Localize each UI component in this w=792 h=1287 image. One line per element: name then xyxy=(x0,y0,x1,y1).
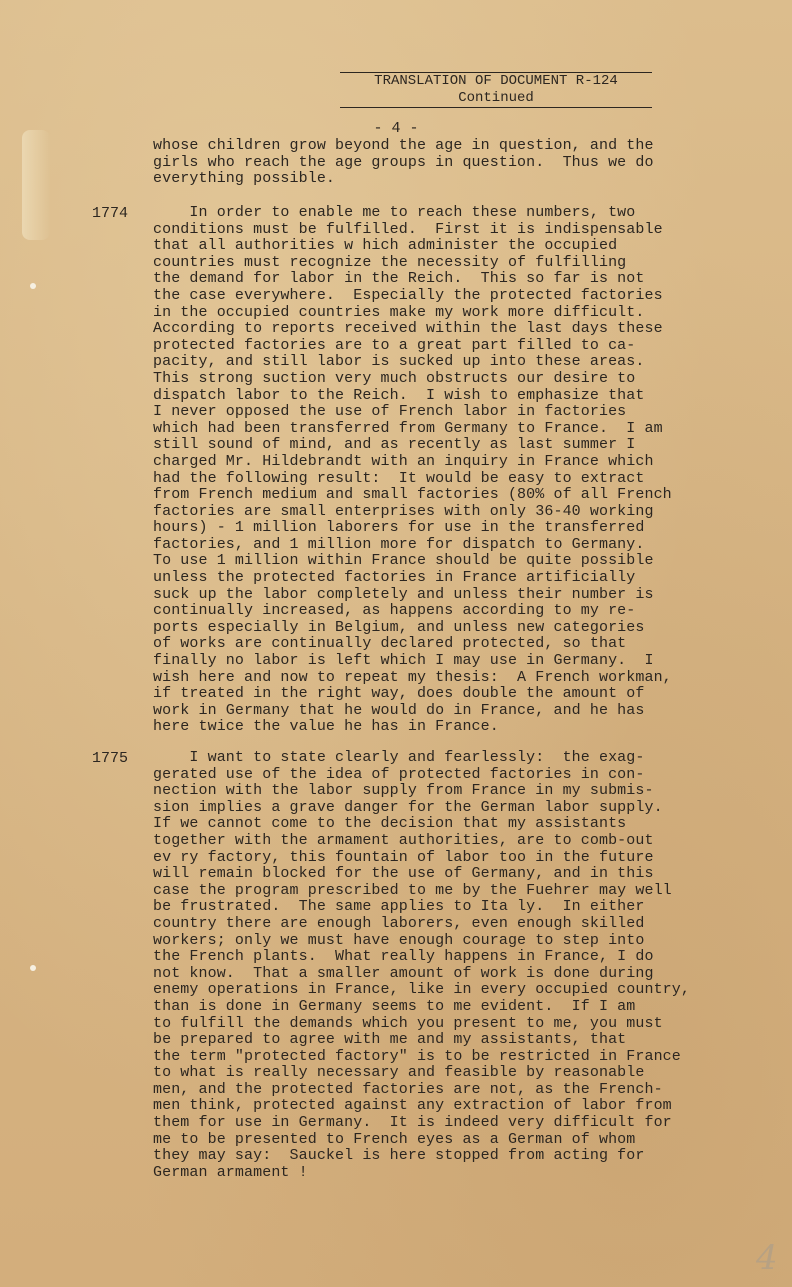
text-line: me to be presented to French eyes as a German of whom xyxy=(153,1130,636,1148)
text-line: if treated in the right way, does double the amount of xyxy=(153,685,645,703)
paragraph-number: 1775 xyxy=(92,750,129,767)
text-line: than is done in Germany seems to me evident. If I am xyxy=(153,997,636,1015)
text-line: together with the armament authorities, are to comb-out xyxy=(153,831,654,849)
text-line: they may say: Sauckel is here stopped from acting for xyxy=(153,1147,645,1165)
text-line: whose children grow beyond the age in question, and the xyxy=(153,137,654,154)
text-line: conditions must be fulfilled. First it is indispensable xyxy=(153,220,663,238)
text-line: still sound of mind, and as recently as last summer I xyxy=(153,436,636,454)
text-line: finally no labor is left which I may use in Germany. I xyxy=(153,652,654,670)
text-line: the French plants. What really happens in France, I do xyxy=(153,948,654,966)
text-line: ports especially in Belgium, and unless new categories xyxy=(153,618,645,636)
text-line: everything possible. xyxy=(153,170,336,188)
text-line: unless the protected factories in France artificially xyxy=(153,569,636,587)
text-line: continually increased, as happens according to my re- xyxy=(153,602,636,620)
text-line: enemy operations in France, like in every occupied country, xyxy=(153,981,690,999)
text-line: work in Germany that he would do in France, and he has xyxy=(153,701,645,719)
text-line: the case everywhere. Especially the protected factories xyxy=(153,286,663,304)
text-line: country there are enough laborers, even enough skilled xyxy=(153,914,645,932)
text-line: dispatch labor to the Reich. I wish to emphasize that xyxy=(153,386,645,404)
text-line: factories, and 1 million more for dispatch to Germany. xyxy=(153,535,645,553)
text-line: to what is really necessary and feasible by reasonable xyxy=(153,1064,645,1082)
text-line: gerated use of the idea of protected factories in con- xyxy=(153,765,645,783)
text-line: German armament ! xyxy=(153,1163,308,1181)
text-line: which had been transferred from Germany to France. I am xyxy=(153,419,663,437)
text-line: To use 1 million within France should be quite possible xyxy=(153,552,654,570)
text-line: This strong suction very much obstructs our desire to xyxy=(153,369,636,387)
text-line: case the program prescribed to me by the Fuehrer may well xyxy=(153,881,672,899)
text-line: here twice the value he has in France. xyxy=(153,718,499,736)
document-subtitle: Continued xyxy=(340,90,652,108)
text-line: girls who reach the age groups in question. Thus we do xyxy=(153,153,654,171)
paragraph-1774 xyxy=(153,205,672,736)
text-line: to fulfill the demands which you present to me, you must xyxy=(153,1014,663,1032)
text-line: charged Mr. Hildebrandt with an inquiry in France which xyxy=(153,452,654,470)
text-line: nection with the labor supply from France in my submis- xyxy=(153,782,654,800)
text-line: be frustrated. The same applies to Ita ly. In either xyxy=(153,898,645,916)
text-line: I want to state clearly and fearlessly: the exag- xyxy=(153,749,645,766)
text-line: factories are small enterprises with only 36-40 working xyxy=(153,502,654,520)
text-line: had the following result: It would be easy to extract xyxy=(153,469,645,487)
punch-hole xyxy=(30,283,36,289)
text-line: pacity, and still labor is sucked up into these areas. xyxy=(153,353,645,371)
text-line: I never opposed the use of French labor in factories xyxy=(153,403,627,421)
text-line: countries must recognize the necessity of fulfilling xyxy=(153,253,627,271)
handwritten-page-mark: 4 xyxy=(756,1238,778,1278)
text-line: not know. That a smaller amount of work is done during xyxy=(153,964,654,982)
text-line: men think, protected against any extraction of labor from xyxy=(153,1097,672,1115)
text-line: If we cannot come to the decision that my assistants xyxy=(153,815,627,833)
text-line: In order to enable me to reach these numbers, two xyxy=(153,204,636,221)
paragraph-number: 1774 xyxy=(92,205,129,222)
text-line: from French medium and small factories (80% of all French xyxy=(153,486,672,504)
document-title: TRANSLATION OF DOCUMENT R-124 xyxy=(340,72,652,90)
text-line: be prepared to agree with me and my assistants, that xyxy=(153,1031,627,1049)
text-line: men, and the protected factories are not, as the French- xyxy=(153,1080,663,1098)
text-line: will remain blocked for the use of Germany, and in this xyxy=(153,865,654,883)
page-number: - 4 - xyxy=(373,120,419,137)
text-line: the demand for labor in the Reich. This so far is not xyxy=(153,270,645,288)
paper-stain xyxy=(22,130,50,240)
text-line: ev ry factory, this fountain of labor too in the future xyxy=(153,848,654,866)
text-line: them for use in Germany. It is indeed very difficult for xyxy=(153,1114,672,1132)
text-line: hours) - 1 million laborers for use in the transferred xyxy=(153,519,645,537)
document-header xyxy=(340,72,652,108)
text-line: of works are continually declared protected, so that xyxy=(153,635,627,653)
punch-hole xyxy=(30,965,36,971)
text-line: in the occupied countries make my work more difficult. xyxy=(153,303,645,321)
text-line: suck up the labor completely and unless their number is xyxy=(153,585,654,603)
text-line: workers; only we must have enough courage to step into xyxy=(153,931,645,949)
paragraph-1775 xyxy=(153,750,690,1181)
text-line: the term "protected factory" is to be restricted in France xyxy=(153,1047,681,1065)
text-line: sion implies a grave danger for the German labor supply. xyxy=(153,798,663,816)
text-line: wish here and now to repeat my thesis: A French workman, xyxy=(153,668,672,686)
text-line: protected factories are to a great part filled to ca- xyxy=(153,336,636,354)
intro-text xyxy=(153,138,654,188)
text-line: that all authorities w hich administer the occupied xyxy=(153,237,618,255)
text-line: According to reports received within the last days these xyxy=(153,320,663,338)
